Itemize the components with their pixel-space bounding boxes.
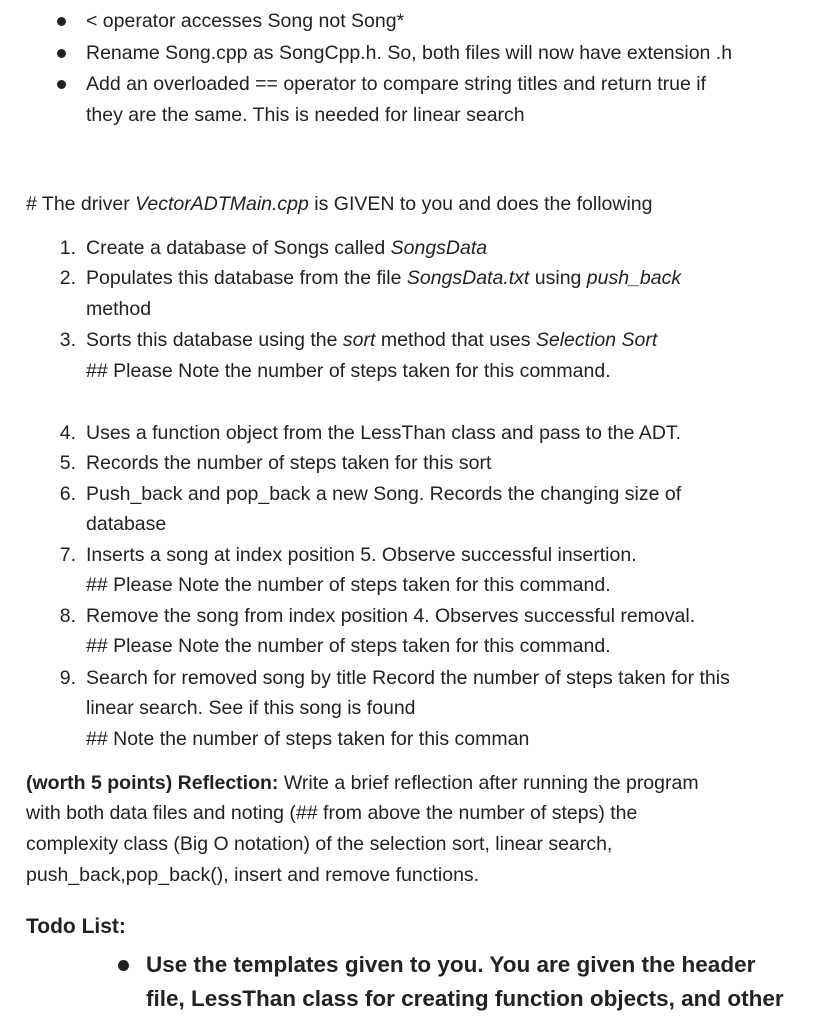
step-7-note: ## Please Note the number of steps taken for this command. (86, 574, 611, 596)
todo-item-continuation: file, LessThan class for creating function objects, and other (146, 986, 784, 1011)
step-2: Populates this database from the file SongsData.txt using push_back (86, 267, 682, 289)
step-number: 2. (59, 267, 76, 289)
reflection-label: (worth 5 points) Reflection: (26, 772, 279, 794)
step-1: Create a database of Songs called SongsData (86, 237, 488, 259)
step-9: Search for removed song by title Record the number of steps taken for this (86, 667, 730, 689)
driver-heading: # The driver VectorADTMain.cpp is GIVEN to you and does the following (26, 193, 653, 215)
step-number: 5. (59, 452, 76, 474)
step-5: Records the number of steps taken for this sort (86, 452, 492, 474)
step-number: 6. (59, 483, 76, 505)
todo-bullet-dot (118, 960, 129, 971)
bullet-item-continuation: they are the same. This is needed for linear search (86, 104, 525, 126)
bullet-dot (57, 80, 66, 89)
step-number: 3. (59, 329, 76, 351)
bullet-dot (57, 49, 66, 58)
step-6-continuation: database (86, 513, 167, 535)
step-number: 8. (59, 605, 76, 627)
step-number: 9. (59, 667, 76, 689)
step-6: Push_back and pop_back a new Song. Records the changing size of (86, 483, 682, 505)
step-4: Uses a function object from the LessThan class and pass to the ADT. (86, 422, 682, 444)
bullet-item: < operator accesses Song not Song* (86, 10, 405, 32)
bullet-item: Add an overloaded == operator to compare string titles and return true if (86, 73, 707, 95)
reflection-line: push_back,pop_back(), insert and remove functions. (26, 864, 480, 886)
step-7: Inserts a song at index position 5. Observe successful insertion. (86, 544, 637, 566)
todo-heading: Todo List: (26, 915, 126, 938)
reflection-line: (worth 5 points) Reflection: Write a brief reflection after running the program (26, 772, 699, 794)
driver-filename: VectorADTMain.cpp (135, 193, 309, 215)
step-3-note: ## Please Note the number of steps taken for this command. (86, 360, 611, 382)
bullet-dot (57, 17, 66, 26)
reflection-line: complexity class (Big O notation) of the selection sort, linear search, (26, 833, 613, 855)
step-number: 7. (59, 544, 76, 566)
step-number: 4. (59, 422, 76, 444)
step-8-note: ## Please Note the number of steps taken for this command. (86, 635, 611, 657)
bullet-item: Rename Song.cpp as SongCpp.h. So, both files will now have extension .h (86, 42, 733, 64)
step-8: Remove the song from index position 4. Observes successful removal. (86, 605, 696, 627)
step-9-note: ## Note the number of steps taken for this comman (86, 728, 530, 750)
step-9-continuation: linear search. See if this song is found (86, 697, 416, 719)
reflection-line: with both data files and noting (## from above the number of steps) the (26, 802, 638, 824)
todo-item: Use the templates given to you. You are given the header (146, 952, 756, 977)
step-3: Sorts this database using the sort method that uses Selection Sort (86, 329, 658, 351)
step-2-continuation: method (86, 298, 152, 320)
step-number: 1. (59, 237, 76, 259)
